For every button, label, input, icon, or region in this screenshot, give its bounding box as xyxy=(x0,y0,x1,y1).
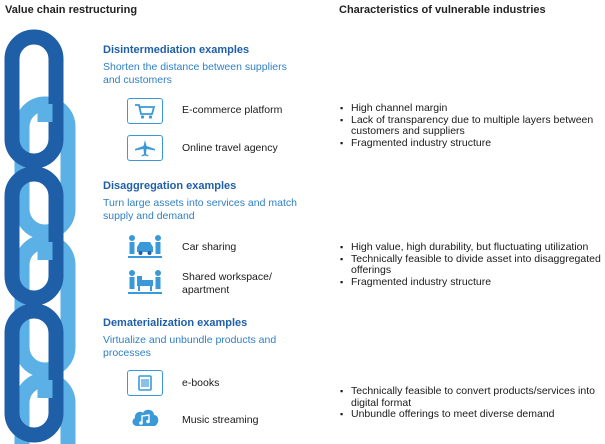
bullet-item: ▪ Fragmented industry structure xyxy=(340,277,602,289)
section-subtitle-disaggregation: Turn large assets into services and match supply and demand xyxy=(103,197,297,222)
bullet-item: ▪ Fragmented industry structure xyxy=(340,138,602,150)
shopping-cart-icon xyxy=(127,98,163,124)
example-label-ebooks: e-books xyxy=(182,377,220,389)
bullet-item: ▪ Technically feasible to convert products/services into digital format xyxy=(340,386,602,409)
bullets-disintermediation xyxy=(340,103,602,149)
example-label-shared-workspace: Shared workspace/ apartment xyxy=(182,271,272,296)
bullets-disaggregation xyxy=(340,242,602,288)
shared-workspace-icon xyxy=(127,266,163,296)
example-label-travel: Online travel agency xyxy=(182,142,278,154)
section-title-disintermediation: Disintermediation examples xyxy=(103,44,250,56)
ebook-icon xyxy=(127,370,163,396)
example-label-music-streaming: Music streaming xyxy=(182,414,259,426)
cloud-music-icon xyxy=(127,403,163,433)
example-label-ecommerce: E-commerce platform xyxy=(182,104,283,116)
bullet-item: ▪ Lack of transparency due to multiple layers between customers and suppliers xyxy=(340,115,602,138)
right-column-header: Characteristics of vulnerable industries xyxy=(339,4,546,16)
airplane-icon xyxy=(127,135,163,161)
left-column-header: Value chain restructuring xyxy=(5,4,138,16)
bullet-item: ▪ Unbundle offerings to meet diverse demand xyxy=(340,409,602,421)
section-title-dematerialization: Dematerialization examples xyxy=(103,317,248,329)
bullet-item: ▪ High value, high durability, but fluctuating utilization xyxy=(340,242,602,254)
bullet-item: ▪ Technically feasible to divide asset into disaggregated offerings xyxy=(340,254,602,277)
section-subtitle-disintermediation: Shorten the distance between suppliers and customers xyxy=(103,61,287,86)
example-label-car-sharing: Car sharing xyxy=(182,241,237,253)
bullet-item: ▪ High channel margin xyxy=(340,103,602,115)
section-subtitle-dematerialization: Virtualize and unbundle products and processes xyxy=(103,334,277,359)
bullets-dematerialization xyxy=(340,386,602,421)
section-title-disaggregation: Disaggregation examples xyxy=(103,180,237,192)
car-sharing-icon xyxy=(127,231,163,261)
chain-graphic xyxy=(0,0,100,444)
